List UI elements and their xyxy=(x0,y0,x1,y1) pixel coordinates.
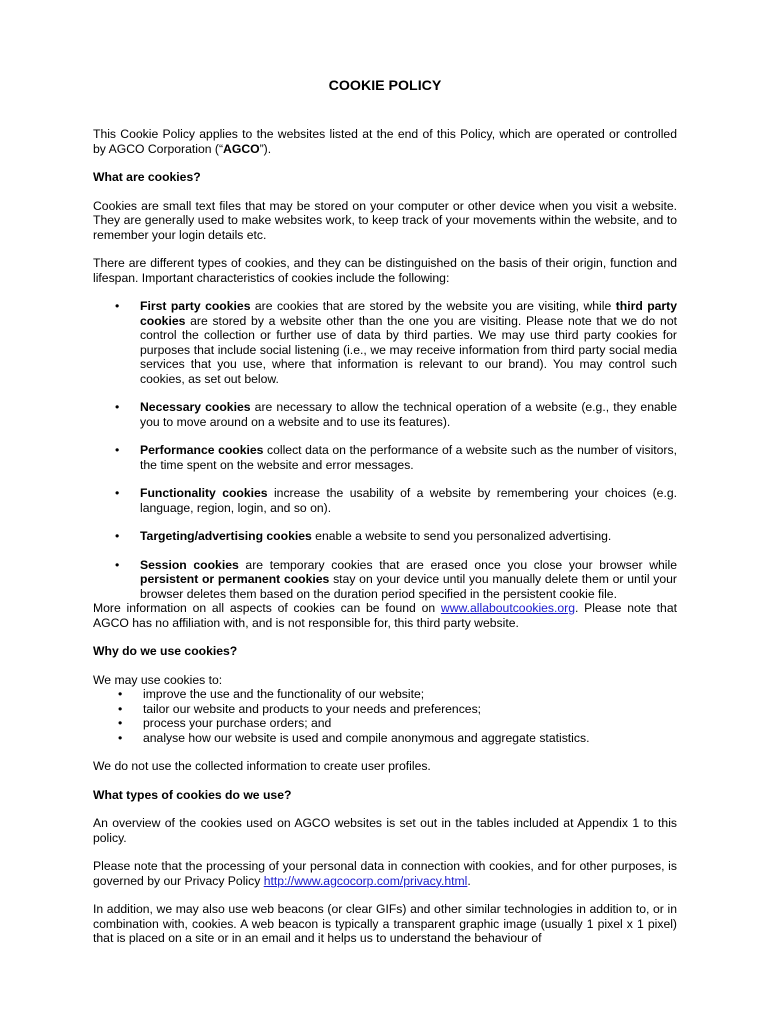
list-item xyxy=(140,529,677,544)
text: collect data on the performance of a website such as the number of visitors, the time spent on the website and error messages. xyxy=(140,443,677,472)
text: Please note that the processing of your personal data in connection with cookies, and for other purposes, is governed by our Privacy Policy xyxy=(93,859,677,888)
paragraph-more-info xyxy=(93,601,677,630)
paragraph-web-beacons: In addition, we may also use web beacons (or clear GIFs) and other similar technologies in addition to, or in combination with, cookies. A web beacon is typically a transparent graphic image (usually 1 pixel x 1 pixel) that is placed on a site or in an email and it helps us to understand the behaviour of xyxy=(93,902,677,945)
text: are temporary cookies that are erased once you close your browser while xyxy=(238,557,677,572)
term-performance: Performance cookies xyxy=(140,443,264,457)
heading-what-are-cookies: What are cookies? xyxy=(93,170,201,184)
intro-text-after: ”). xyxy=(259,141,272,156)
text: enable a website to send you personalized advertising. xyxy=(311,529,612,543)
text: are necessary to allow the technical operation of a website (e.g., they enable you to move around on a website and to use its features). xyxy=(140,400,678,429)
list-item xyxy=(140,443,677,472)
heading-types-used: What types of cookies do we use? xyxy=(93,787,292,802)
heading-why-use-cookies: Why do we use cookies? xyxy=(93,644,238,658)
text: . xyxy=(467,873,471,888)
term-necessary: Necessary cookies xyxy=(140,400,251,414)
why-use-lead: We may use cookies to: xyxy=(93,672,223,687)
list-item xyxy=(140,400,677,429)
text: . Please note that AGCO has no affiliation with, and is not responsible for, this third party website. xyxy=(93,601,678,630)
text: stay on your device until you manually delete them or until your browser deletes them based on the duration period specified in the persistent cookie file. xyxy=(140,572,677,601)
intro-paragraph xyxy=(93,127,677,156)
term-third-party: third party cookies xyxy=(140,299,678,328)
intro-bold-agco: AGCO xyxy=(223,141,260,156)
paragraph-overview: An overview of the cookies used on AGCO websites is set out in the tables included at Appendix 1 to this policy. xyxy=(93,816,677,845)
text: are stored by a website other than the one you are visiting. Please note that we do not control the collection or further use of data by third parties. We may use third party cookies for purposes that include social listening (i.e., we may receive information from third party social media services that you use, where that information is relevant to our brand). You may control such cookies, as set out below. xyxy=(140,313,677,386)
text: are cookies that are stored by the website you are visiting, while xyxy=(250,299,616,313)
term-first-party: First party cookies xyxy=(140,299,251,313)
list-item: • analyse how our website is used and compile anonymous and aggregate statistics. xyxy=(143,731,677,746)
term-persistent: persistent or permanent cookies xyxy=(140,572,330,586)
text: increase the usability of a website by remembering your choices (e.g. language, region, login, and so on). xyxy=(140,486,678,515)
term-functionality: Functionality cookies xyxy=(140,486,268,500)
intro-text-before: This Cookie Policy applies to the websites listed at the end of this Policy, which are operated or controlled by AGCO Corporation (“ xyxy=(93,127,677,156)
cookie-uses-list xyxy=(93,687,677,745)
term-session: Session cookies xyxy=(140,557,239,572)
text: More information on all aspects of cookies can be found on xyxy=(93,601,441,615)
page-title: COOKIE POLICY xyxy=(328,78,442,94)
list-item xyxy=(140,558,677,602)
list-item: • tailor our website and products to your needs and preferences; xyxy=(143,702,677,717)
privacy-policy-link[interactable]: http://www.agcocorp.com/privacy.html xyxy=(263,873,468,888)
allaboutcookies-link[interactable]: www.allaboutcookies.org xyxy=(440,601,576,615)
list-item: • improve the use and the functionality of our website; xyxy=(143,687,677,702)
list-item xyxy=(140,486,677,515)
paragraph-cookie-characteristics: There are different types of cookies, and they can be distinguished on the basis of their origin, function and lifespan. Important characteristics of cookies include the following: xyxy=(93,256,677,285)
paragraph-cookies-definition: Cookies are small text files that may be stored on your computer or other device when you visit a website. They are generally used to make websites work, to keep track of your movements within the website, and to remember your login details etc. xyxy=(93,198,677,242)
list-item: • process your purchase orders; and xyxy=(143,716,677,731)
term-targeting: Targeting/advertising cookies xyxy=(140,529,312,543)
cookie-types-list xyxy=(93,299,677,601)
list-item xyxy=(140,299,677,386)
paragraph-no-profiles: We do not use the collected information to create user profiles. xyxy=(93,759,431,773)
paragraph-privacy-policy xyxy=(93,859,677,888)
